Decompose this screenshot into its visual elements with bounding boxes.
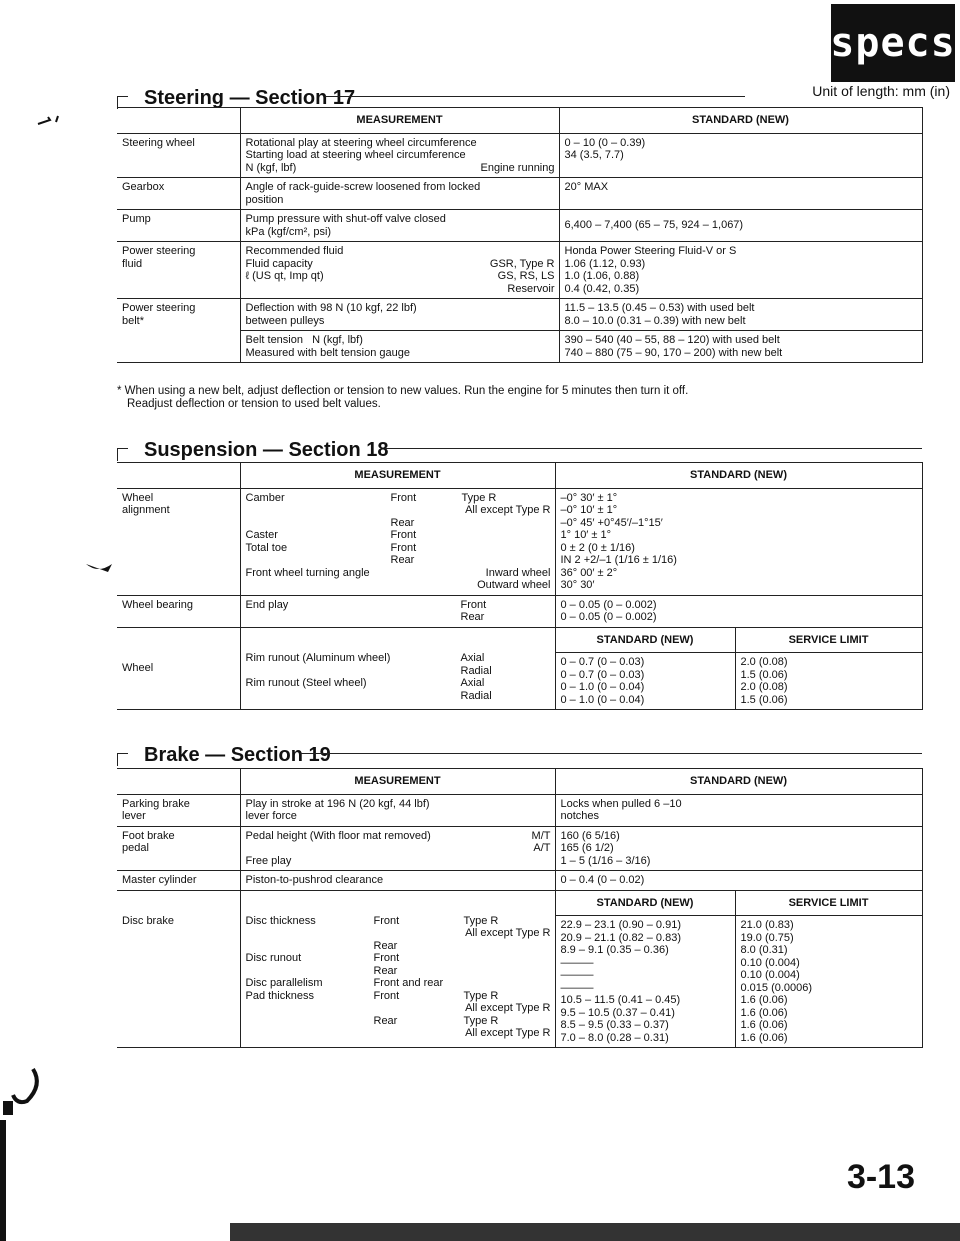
col-standard-new: STANDARD (NEW): [555, 627, 735, 653]
table-row: Foot brake pedal Pedal height (With floor mat removed) M/T A/T Free play 160 (6 5/16) 165 (6 1/2) 1 – 5 (1/16 – 3/16): [117, 826, 922, 871]
table-row: 0 – 0.7 (0 – 0.03) 0 – 0.7 (0 – 0.03) 0 – 1.0 (0 – 0.04) 0 – 1.0 (0 – 0.04) 2.0 (0.08) 1.5 (0.06) 2.0 (0.08) 1.5 (0.06): [117, 653, 922, 710]
table-row: Wheel bearing End play Front Rear 0 – 0.05 (0 – 0.002) 0 – 0.05 (0 – 0.002): [117, 595, 922, 627]
edge-bar: [0, 1120, 6, 1241]
table-row: Wheel alignment Camber Caster Total toe Front wheel turning angle Front Rear Front Front Rear Type R All except Type R Inward wheel Outward wheel –0° 30′ ± 1° –0° 10′ ± 1° –0° 45′ +0°45′/–1°15′ 1° 10′ ± 1° 0 ± 2 (0 ± 1/16) IN 2 +2/–1 (1/16 ± 1/16) 36° 00′ ± 2° 30° 30′: [117, 488, 922, 595]
specs-logo: specs: [831, 4, 955, 82]
table-row: Power steering belt* Deflection with 98 N (10 kgf, 22 lbf) between pulleys 11.5 – 13.5 (0.45 – 0.53) with used belt 8.0 – 10.0 (0.31 – 0.39) with new belt: [117, 299, 922, 331]
col-measurement: MEASUREMENT: [240, 463, 555, 489]
suspension-spec-table: MEASUREMENT STANDARD (NEW) Wheel alignment Camber Caster Total toe Front wheel turning angle Front Rear Front Front Rear Type R All except Type R Inward wheel Outward wheel –0° 30′ ± 1° –0° 10′ ± 1° –0° 45′ +0°45′/–1°15′ 1° 10′ ± 1° 0 ± 2 (0 ± 1/16) IN 2 +2/–1 (1/16 ± 1/16) 36° 00′ ± 2° 30° 30′ Wheel bearing End play Front Rear 0 – 0.05 (0 – 0.002) 0 – 0.05 (0 – 0.002) Wheel Rim runout (Aluminum wheel) Rim runout (Steel wheel) Axial Radial Axial Radial STANDARD (NEW) SERVICE LIMIT 0 – 0.7 (0 – 0.03) 0 – 0.7 (0 – 0.03) 0 – 1.0 (0 – 0.04) 0 – 1.0 (0 – 0.04) 2.0 (0.08) 1.5 (0.06) 2.0 (0.08) 1.5 (0.06): [117, 462, 923, 710]
col-standard-new: STANDARD (NEW): [555, 890, 735, 916]
col-standard: STANDARD (NEW): [555, 769, 922, 795]
section-rule: [325, 96, 745, 97]
table-row: Gearbox Angle of rack-guide-screw loosened from locked position 20° MAX: [117, 178, 922, 210]
page-number: 3-13: [846, 1158, 915, 1196]
suspension-section-title: Suspension — Section 18: [144, 439, 389, 461]
table-row: Power steering fluid Recommended fluid Fluid capacity GSR, Type R ℓ (US qt, Imp qt) GS, RS, LS Reservoir Honda Power Steering Fluid-V or S 1.06 (1.12, 0.93) 1.0 (1.06, 0.88) 0.4 (0.42, 0.35): [117, 242, 922, 299]
unit-of-length: Unit of length: mm (in): [812, 83, 950, 99]
brake-spec-table: MEASUREMENT STANDARD (NEW) Parking brake lever Play in stroke at 196 N (20 kgf, 44 lbf) lever force Locks when pulled 6 –10 notches Foot brake pedal Pedal height (With floor mat removed) M/T A/T Free play 160 (6 5/16) 165 (6 1/2) 1 – 5 (1/16 – 3/16) Master cylinder Piston-to-pushrod clearance 0 – 0.4 (0 – 0.02) Disc brake Disc thickness Disc runout Disc parallelism Pad thickness Front Rear Front Rear Front and rear Front Rear Type R All except Type R Type R All except Type R Type R All except Type R STANDARD (NEW) SERVICE LIMIT 22.9 – 23.1 (0.90 – 0.91) 20.9 – 21.1 (0.82 – 0.83) 8.9 – 9.1 (0.35 – 0.36) ——— ——— ——— 10.5 – 11.5 (0.41 – 0.45) 9.5 – 10.5 (0.37 – 0.41) 8.5 – 9.5 (0.33 – 0.37) 7.0 – 8.0 (0.28 – 0.31) 21.0 (0.83) 19.0 (0.75) 8.0 (0.31) 0.10 (0.004) 0.10 (0.004) 0.015 (0.0006) 1.6 (0.06) 1.6 (0.06) 1.6 (0.06) 1.6 (0.06): [117, 768, 923, 1048]
table-row: Belt tension N (kgf, lbf) Measured with belt tension gauge 390 – 540 (40 – 55, 88 – 120) with used belt 740 – 880 (75 – 90, 170 – 200) with new belt: [117, 331, 922, 363]
table-row: Master cylinder Piston-to-pushrod clearance 0 – 0.4 (0 – 0.02): [117, 871, 922, 891]
margin-hook-icon: [3, 1055, 48, 1115]
binding-mark: [3, 1055, 48, 1120]
table-row: Pump Pump pressure with shut-off valve closed kPa (kgf/cm², psi) 6,400 – 7,400 (65 – 75, 924 – 1,067): [117, 210, 922, 242]
steering-footnote: * When using a new belt, adjust deflection or tension to new values. Run the engine for 5 minutes then turn it off. Readjust deflection or tension to used belt values.: [117, 385, 689, 410]
binding-mark: [36, 105, 60, 136]
margin-tick-icon: [36, 115, 60, 129]
col-measurement: MEASUREMENT: [240, 769, 555, 795]
col-service-limit: SERVICE LIMIT: [735, 890, 922, 916]
section-bracket: [117, 753, 128, 766]
steering-section-title: Steering — Section 17: [144, 87, 356, 109]
steering-spec-table: [117, 107, 923, 363]
brake-section-title: Brake — Section 19: [144, 744, 331, 766]
table-row: Steering wheel Rotational play at steering wheel circumference Starting load at steering wheel circumference N (kgf, lbf) Engine running 0 – 10 (0 – 0.39) 34 (3.5, 7.7): [117, 133, 922, 178]
row-item: Steering wheel: [117, 133, 240, 178]
page-bottom-bar: [230, 1223, 960, 1241]
binding-mark: [84, 560, 114, 581]
section-bracket: [117, 448, 128, 461]
margin-hook-icon: [84, 560, 114, 576]
col-service-limit: SERVICE LIMIT: [735, 627, 922, 653]
table-row: 22.9 – 23.1 (0.90 – 0.91) 20.9 – 21.1 (0.82 – 0.83) 8.9 – 9.1 (0.35 – 0.36) ——— ——— ——— 10.5 – 11.5 (0.41 – 0.45) 9.5 – 10.5 (0.37 – 0.41) 8.5 – 9.5 (0.33 – 0.37) 7.0 – 8.0 (0.28 – 0.31) 21.0 (0.83) 19.0 (0.75) 8.0 (0.31) 0.10 (0.004) 0.10 (0.004) 0.015 (0.0006) 1.6 (0.06) 1.6 (0.06) 1.6 (0.06) 1.6 (0.06): [117, 916, 922, 1048]
col-standard: STANDARD (NEW): [559, 108, 922, 134]
col-standard: STANDARD (NEW): [555, 463, 922, 489]
col-measurement: MEASUREMENT: [240, 108, 559, 134]
section-rule: [385, 448, 922, 449]
table-row: Parking brake lever Play in stroke at 196 N (20 kgf, 44 lbf) lever force Locks when pulled 6 –10 notches: [117, 794, 922, 826]
section-rule: [300, 753, 922, 754]
